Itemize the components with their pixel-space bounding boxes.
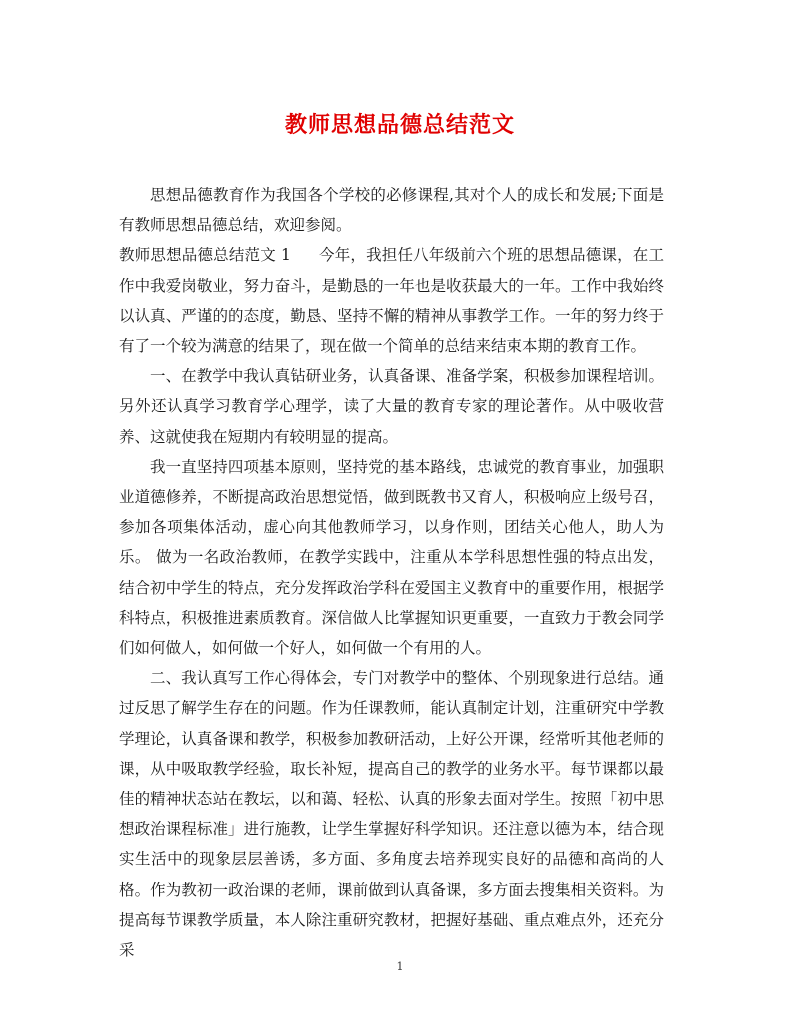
point-1-paragraph: 一、在教学中我认真钻研业务，认真备课、准备学案，积极参加课程培训。另外还认真学习教育学心理学，读了大量的教育专家的理论著作。从中吸收营养、这就使我在短期内有较明显的提高。 bbox=[119, 367, 664, 446]
document-title: 教师思想品德总结范文 bbox=[284, 112, 515, 138]
document-body bbox=[119, 180, 664, 965]
section-1-text: 今年，我担任八年级前六个班的思想品德课，在工作中我爱岗敬业，努力奋斗，是勤恳的一年也是收获最大的一年。工作中我始终以认真、严谨的的态度，勤恳、坚持不懈的精神从事教学工作。一年的努力终于有了一个较为满意的结果了，现在做一个简单的总结来结束本期的教育工作。 bbox=[119, 246, 664, 356]
page-number: 1 bbox=[396, 960, 404, 973]
point-2-paragraph: 二、我认真写工作心得体会，专门对教学中的整体、个别现象进行总结。通过反思了解学生存在的问题。作为任课教师，能认真制定计划，注重研究中学教学理论，认真备课和教学，积极参加教研活动，上好公开课，经常听其他老师的课，从中吸取教学经验，取长补短，提高自己的教学的业务水平。每节课都以最佳的精神状态站在教坛，以和蔼、轻松、认真的形象去面对学生。按照「初中思想政治课程标准」进行施教，让学生掌握好科学知识。还注意以德为本，结合现实生活中的现象层层善诱，多方面、多角度去培养现实良好的品德和高尚的人格。作为教初一政治课的老师，课前做到认真备课，多方面去搜集相关资料。为提高每节课教学质量，本人除注重研究教材，把握好基础、重点难点外，还充分采 bbox=[119, 669, 664, 960]
principles-paragraph: 我一直坚持四项基本原则，坚持党的基本路线，忠诚党的教育事业，加强职业道德修养，不断提高政治思想觉悟，做到既教书又育人，积极响应上级号召，参加各项集体活动，虚心向其他教师学习，以身作则，团结关心他人，助人为乐。 做为一名政治教师，在教学实践中，注重从本学科思想性强的特点出发，结合初中学生的特点，充分发挥政治学科在爱国主义教育中的重要作用，根据学科特点，积极推进素质教育。深信做人比掌握知识更重要，一直致力于教会同学们如何做人，如何做一个好人，如何做一个有用的人。 bbox=[119, 457, 664, 658]
intro-paragraph: 思想品德教育作为我国各个学校的必修课程,其对个人的成长和发展;下面是有教师思想品德总结，欢迎参阅。 bbox=[119, 186, 664, 235]
section-1-heading: 教师思想品德总结范文 1 bbox=[119, 246, 291, 265]
section-1-paragraph bbox=[119, 240, 664, 361]
